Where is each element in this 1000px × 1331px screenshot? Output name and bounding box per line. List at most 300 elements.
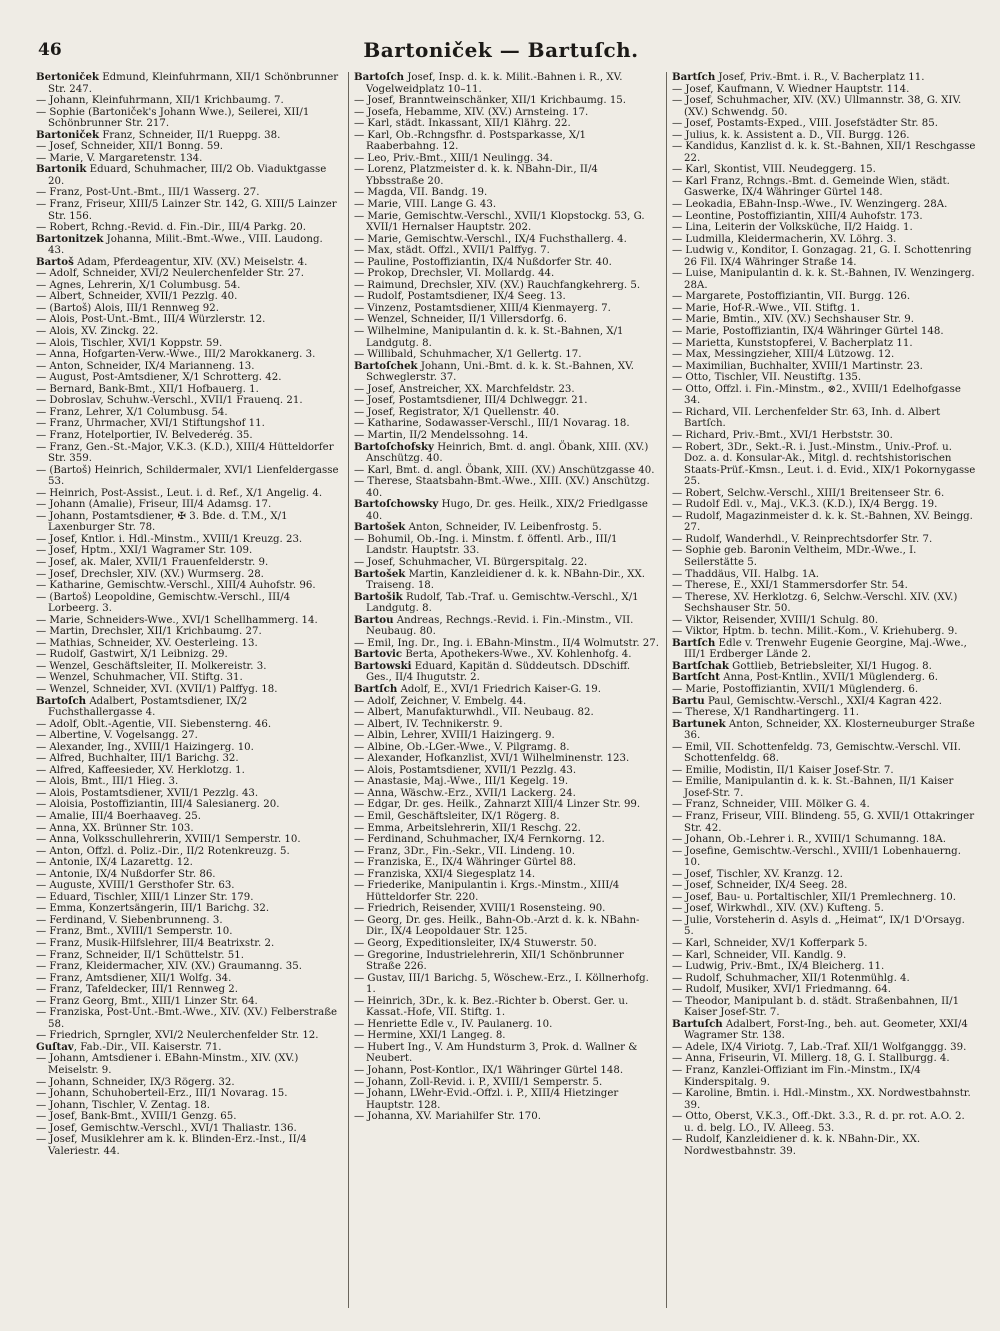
entry-text: — Alois, XV. Zinckg. 22. [36,326,159,338]
directory-entry [354,499,659,522]
directory-entry [354,187,659,199]
entry-text: Anton, Schneider, XX. Klosterneuburger Straße 36. [684,718,975,742]
entry-text: — Marietta, Kunststopferei, V. Bacherplatz 11. [672,337,913,349]
entry-text: — Antonie, IX/4 Lazarettg. 12. [36,857,193,869]
directory-entry [36,765,341,777]
directory-entry [354,996,659,1019]
directory-entry [354,280,659,292]
directory-entry [36,984,341,996]
directory-entry [354,130,659,153]
directory-entry [36,430,341,442]
entry-text: — Friedrich, Reisender, XVIII/1 Rosensteing. 90. [354,903,606,915]
directory-entry [354,684,659,696]
entry-text: — Hubert Ing., V. Am Hundsturm 3, Prok. d. Wallner & Neubert. [354,1041,638,1065]
entry-text: — Prokop, Drechsler, VI. Mollardg. 44. [354,268,555,280]
entry-text: — Josef, Anstreicher, XX. Marchfeldstr. 23. [354,383,575,395]
directory-entry [354,418,659,430]
directory-entry [36,938,341,950]
entry-text: — Marie, Postoffiziantin, XVII/1 Müglenderg. 6. [672,683,919,695]
directory-entry [672,915,977,938]
directory-entry [354,950,659,973]
entry-text: — Franz, Lehrer, X/1 Columbusg. 54. [36,406,228,418]
directory-entry [672,799,977,811]
entry-text: — Bohumil, Ob.-Ing. i. Minstm. f. öffentl. Arb., III/1 Landstr. Hauptstr. 33. [354,533,618,557]
directory-entry [36,465,341,488]
entry-text: — Marie, V. Margaretenstr. 134. [36,152,203,164]
entry-text: — Wenzel, Schneider, XVI. (XVII/1) Palffyg. 18. [36,683,278,695]
entry-text: — Leontine, Postoffiziantin, XIII/4 Auhofstr. 173. [672,210,923,222]
entry-text: Anna, Post-Kntlin., XVII/1 Müglenderg. 6. [719,672,938,684]
entry-text: — Willibald, Schuhmacher, X/1 Gellertg. 17. [354,349,582,361]
directory-entry [36,950,341,962]
surname-heading: Bartoſch [354,72,405,83]
directory-entry [672,245,977,268]
entry-text: — Emilie, Manipulantin d. k. k. St.-Bahnen, II/1 Kaiser Josef-Str. 7. [672,776,954,799]
entry-text: — Josef, Kntlor. i. Hdl.-Minstm., XVIII/1 Kreuzg. 23. [36,533,303,545]
entry-text: — Franz, Schneider, VIII. Mölker G. 4. [672,799,870,811]
column-rule [666,72,667,1308]
entry-text: Heinrich, Bmt. d. angl. Öbank, XIII. (XV.) Anschützg. 40. [366,441,649,465]
entry-text: — Gregorine, Industrielehrerin, XII/1 Schönbrunner Straße 226. [354,949,624,973]
directory-entry [36,361,341,373]
directory-entry [354,880,659,903]
entry-text: — Marie, Gemischtw.-Verschl., XVII/1 Klopstockg. 53, G. XVII/1 Hernalser Hauptstr. 202. [354,210,645,234]
entry-text: — Karl, Schneider, XV/1 Kofferpark 5. [672,938,868,950]
directory-entry [36,338,341,350]
directory-entry [36,280,341,292]
directory-entry [672,592,977,615]
surname-heading: Bartſcht [672,671,720,684]
directory-entry [354,257,659,269]
directory-entry [36,626,341,638]
directory-entry [36,1100,341,1112]
entry-text: — Alois, Bmt., III/1 Hieg. 3. [36,776,179,788]
entry-text: — Emma, Konzertsängerin, III/1 Barichg. 32. [36,903,270,915]
directory-entry [354,465,659,477]
surname-heading: Bartoniček [36,128,100,141]
entry-text: — Katharine, Sodawasser-Verschl., III/1 Novarag. 18. [354,418,630,430]
entry-text: Paul, Gemischtw.-Verschl., XXI/4 Kagran 422. [704,695,942,707]
directory-entry [672,234,977,246]
directory-entry [354,730,659,742]
entry-text: Josef, Priv.-Bmt. i. R., V. Bacherplatz 11. [715,72,925,83]
directory-entry [672,176,977,199]
entry-text: — Johann, Zoll-Revid. i. P., XVIII/1 Semperstr. 5. [354,1076,603,1088]
directory-entry [36,892,341,904]
entry-text: — Katharine, Gemischtw.-Verschl., XIII/4 Auhofstr. 96. [36,580,316,592]
directory-entry [36,1088,341,1100]
surname-heading: Bartſch [672,636,716,649]
surname-heading: Bartoſchofsky [354,440,434,453]
directory-entry [672,638,977,661]
surname-heading: Bartſch [354,682,398,695]
directory-entry [672,950,977,962]
entry-text: — Josef, Hptm., XXI/1 Wagramer Str. 109. [36,545,253,557]
entry-text: — Leokadia, EBahn-Insp.-Wwe., IV. Wenzingerg. 28A. [672,199,948,211]
directory-entry [36,742,341,754]
directory-entry [36,788,341,800]
directory-entry [672,765,977,777]
entry-text: — Martin, Drechsler, XII/1 Krichbaumg. 27. [36,626,262,638]
entry-text: — Josef, Drechsler, XIV. (XV.) Wurmserg. 28. [36,568,264,580]
directory-entry [354,823,659,835]
directory-entry [672,268,977,291]
directory-entry [36,811,341,823]
surname-heading: Guſtav [36,1040,74,1053]
entry-text: — Therese, XV. Herklotzg. 6, Selchw.-Verschl. XIV. (XV.) Sechshauser Str. 50. [672,591,958,615]
directory-entry [36,141,341,153]
directory-entry [672,834,977,846]
entry-text: — Maximilian, Buchhalter, XVIII/1 Martinstr. 23. [672,360,923,372]
directory-entry [354,765,659,777]
entry-text: — Amalie, III/4 Boerhaaveg. 25. [36,811,201,822]
entry-text: — Ludmilla, Kleidermacherin, XV. Löhrg. 3. [672,233,897,245]
directory-entry [672,811,977,834]
entry-text: — Emilie, Modistin, II/1 Kaiser Josef-Str. 7. [672,764,894,776]
entry-text: — (Bartoš) Heinrich, Schildermaler, XVI/1 Lienfeldergasse 53. [36,464,339,488]
directory-entry [672,742,977,765]
directory-entry [672,534,977,546]
entry-text: — Josef, Bank-Bmt., XVIII/1 Genzg. 65. [36,1111,237,1123]
directory-entry [354,1111,659,1123]
directory-entry [36,1030,341,1042]
directory-entry [672,222,977,234]
directory-entry [36,534,341,546]
entry-text: Johann, Uni.-Bmt. d. k. k. St.-Bahnen, XV. Schweglerstr. 37. [366,360,634,384]
directory-entry [354,973,659,996]
directory-entry [36,1134,341,1157]
entry-text: — Heinrich, 3Dr., k. k. Bez.-Richter b. Oberst. Ger. u. Kassat.-Hofe, VII. Stiftg. 1. [354,995,629,1019]
entry-text: — Emil, Ing. Dr., Ing. i. EBahn-Minstm., II/4 Wolmutstr. 27. [354,637,659,649]
entry-text: — Edgar, Dr. ges. Heilk., Zahnarzt XIII/4 Linzer Str. 99. [354,799,641,811]
directory-entry [354,696,659,708]
entry-text: — Agnes, Lehrerin, X/1 Columbusg. 54. [36,279,241,291]
directory-entry [672,880,977,892]
surname-heading: Bartoſchowsky [354,498,439,511]
directory-entry [354,476,659,499]
directory-entry [354,569,659,592]
entry-text: — Adele, IX/4 Viriotg. 7, Lab.-Traf. XII/1 Wolfganggg. 39. [672,1041,967,1053]
entry-text: — Franz, Uhrmacher, XVI/1 Stiftungshof 11. [36,418,265,430]
directory-entry [36,314,341,326]
surname-heading: Bartoš [36,255,74,268]
directory-entry [36,372,341,384]
directory-entry [36,823,341,835]
directory-entry [354,72,659,95]
entry-text: — Marie, Postoffiziantin, IX/4 Währinger Gürtel 148. [672,326,944,338]
directory-entry [36,880,341,892]
entry-text: — Margarete, Postoffiziantin, VII. Burgg. 126. [672,291,911,303]
entry-text: — Josef, Tischler, XV. Kranzg. 12. [672,868,843,880]
directory-entry [36,696,341,719]
entry-text: — Richard, Priv.-Bmt., XVI/1 Herbststr. 30. [672,429,893,441]
directory-entry [354,661,659,684]
entry-text: — Johann, Postamtsdiener, ✠ 3. Bde. d. T.M., X/1 Laxenburger Str. 78. [36,510,288,534]
directory-entry [354,211,659,234]
directory-entry [672,384,977,407]
entry-text: — Kandidus, Kanzlist d. k. k. St.-Bahnen, XII/1 Reschgasse 22. [672,141,976,164]
directory-entry [672,84,977,96]
entry-text: — Franz, Hotelportier, IV. Belvederég. 35. [36,429,253,441]
directory-entry [36,107,341,130]
directory-entry [672,326,977,338]
directory-entry [672,291,977,303]
directory-entry [354,326,659,349]
directory-entry [36,557,341,569]
directory-entry [672,338,977,350]
entry-text: — Franz, Kleidermacher, XIV. (XV.) Graumanng. 35. [36,961,302,973]
directory-entry [36,661,341,673]
entry-text: , Fab.-Dir., VII. Kaiserstr. 71. [73,1041,222,1053]
entry-text: Andreas, Rechngs.-Revid. i. Fin.-Minstm., VII. Neubaug. 80. [366,614,634,638]
directory-entry [672,684,977,696]
entry-text: — Therese, Staatsbahn-Bmt.-Wwe., XIII. (XV.) Anschützg. 40. [354,476,650,499]
entry-text: — Johann (Amalie), Friseur, III/4 Adamsg. 17. [36,499,272,511]
directory-entry [672,696,977,708]
directory-entry [354,118,659,130]
directory-entry [354,291,659,303]
entry-text: Adam, Pferdeagentur, XIV. (XV.) Meiselstr. 4. [73,256,308,268]
column-3 [672,72,977,1308]
directory-entry [36,349,341,361]
entry-text: — Hermine, XXI/1 Langeg. 8. [354,1030,506,1042]
entry-text: — Franz, Bmt., XVIII/1 Semperstr. 10. [36,926,233,938]
entry-text: — Josef, Wirkwhdl., XIV. (XV.) Kufteng. 5. [672,903,884,915]
entry-text: — Emil, Geschäftsleiter, IX/1 Rögerg. 8. [354,811,560,822]
directory-entry [672,903,977,915]
directory-entry [354,846,659,858]
directory-entry [36,130,341,142]
directory-entry [672,719,977,742]
surname-heading: Bartošek [354,521,406,534]
directory-entry [672,1042,977,1054]
directory-entry [354,811,659,823]
entry-text: — Franz Georg, Bmt., XIII/1 Linzer Str. 64. [36,995,258,1007]
entry-text: — Franz, Friseur, XIII/5 Lainzer Str. 142, G. XIII/5 Lainzer Str. 156. [36,199,337,222]
entry-text: — Julius, k. k. Assistent a. D., VII. Burgg. 126. [672,129,910,141]
directory-entry [354,707,659,719]
entry-text: — Josef, Schuhmacher, XIV. (XV.) Ullmannstr. 38, G. XIV. (XV.) Schwendg. 50. [672,95,962,118]
entry-text: — Max, Messingzieher, XIII/4 Lützowg. 12. [672,349,895,361]
directory-entry [36,672,341,684]
entry-text: — Otto, Tischler, VII. Neustiftg. 135. [672,372,862,384]
directory-entry [672,776,977,799]
entry-text: — Josef, Postamts-Exped., VIII. Josefstädter Str. 85. [672,118,938,130]
entry-text: — Josef, Branntweinschänker, XII/1 Krichbaumg. 15. [354,95,627,107]
directory-entry [672,580,977,592]
entry-text: — Richard, VII. Lerchenfelder Str. 63, Inh. d. Albert Bartſch. [672,406,941,430]
directory-entry [354,915,659,938]
directory-entry [36,915,341,927]
surname-heading: Bartošik [354,590,403,603]
directory-entry [354,107,659,119]
entry-text: — Robert, Rchng.-Revid. d. Fin.-Dir., III/4 Parkg. 20. [36,222,307,234]
entry-text: — Franz, Kanzlei-Offiziant im Fin.-Minstm., IX/4 Kinderspitalg. 9. [672,1065,921,1088]
entry-text: — Alfred, Kaffeesieder, XV. Herklotzg. 1. [36,764,245,776]
entry-text: Anton, Schneider, IV. Leibenfrostg. 5. [405,522,602,534]
directory-entry [36,1042,341,1054]
directory-entry [36,199,341,222]
directory-entry [672,1053,977,1065]
directory-entry [36,511,341,534]
column-rule [348,72,349,1308]
entry-text: — Georg, Dr. ges. Heilk., Bahn-Ob.-Arzt d. k. k. NBahn-Dir., IX/4 Leopoldauer Str. 125. [354,914,640,938]
directory-entry [354,234,659,246]
directory-entry [354,1019,659,1031]
surname-heading: Bartonik [36,163,87,176]
column-1 [36,72,341,1308]
entry-text: — Josef, Bau- u. Portaltischler, XII/1 Premlechnerg. 10. [672,891,956,903]
directory-entry [36,615,341,627]
entry-text: — Anton, Schneider, IX/4 Mariannen​g. 13. [36,360,255,372]
directory-entry [672,846,977,869]
directory-entry [36,1123,341,1135]
directory-entry [354,753,659,765]
surname-heading: Bartovic [354,648,403,661]
directory-entry [672,72,977,84]
entry-text: — Josef, Schuhmacher, VI. Bürgerspitalg. 22. [354,556,588,568]
directory-entry [36,545,341,557]
directory-entry [354,938,659,950]
entry-text: — Robert, 3Dr., Sekt.-R. i. Just.-Minstm., Univ.-Prof. u. Doz. a. d. Konsular-Ak., Mitgl. d. rechtshistorischen Staats-Prüf.-Kmsn., Leut. i. d. Evid., XIX/1 Pokornygasse 25. [672,441,976,488]
entry-text: — Johann, Post-Kontlor., IX/1 Währinger Gürtel 148. [354,1065,624,1077]
columns [36,72,978,1308]
entry-text: Franz, Schneider, II/1 Rueppg. 38. [99,129,281,141]
entry-text: — Adolf, Oblt.-Agentie, VII. Siebensterng. 46. [36,718,272,730]
entry-text: — Josef, Postamtsdiener, III/4 Dchlweggr. 21. [354,395,588,407]
entry-text: — Lorenz, Platzmeister d. k. k. NBahn-Dir., II/4 Ybbsstraße 20. [354,164,598,187]
entry-text: — Johann, Kleinfuhrmann, XII/1 Krichbaumg. 7. [36,95,284,107]
directory-entry [672,511,977,534]
directory-entry [36,869,341,881]
directory-entry [354,245,659,257]
directory-entry [36,799,341,811]
directory-entry [36,187,341,199]
entry-text: — Franz, Amtsdiener, XII/1 Wolfg. 34. [36,972,232,984]
page-title: Bartoniček — Bartuſch. [363,38,639,62]
directory-entry [36,418,341,430]
entry-text: — Rudolf Edl. v., Maj., V.K.3. (K.D.), IX/4 Bergg. 19. [672,499,938,511]
entry-text: — Alois, Postamtsdiener, XVII/1 Pezzlg. 43. [354,764,577,776]
surname-heading: Bartoſchek [354,359,418,372]
entry-text: — Johann, LWehr-Evid.-Offzl. i. P., XIII/4 Hietzinger Hauptstr. 128. [354,1088,619,1111]
entry-text: — Karl, städt. Inkassant, XII/1 Klährg. 22. [354,118,571,130]
surname-heading: Bartoſch [36,694,87,707]
directory-entry [354,719,659,731]
entry-text: — Anastasie, Maj.-Wwe., III/1 Kegelg. 19. [354,776,569,788]
entry-text: — Rudolf, Schuhmacher, XII/1 Rotenmühlg. 4. [672,972,910,984]
entry-text: — Rudolf, Kanzleidiener d. k. k. NBahn-Dir., XX. Nordwestbahnstr. 39. [672,1134,921,1157]
entry-text: Hugo, Dr. ges. Heilk., XIX/2 Friedlgasse 40. [366,499,648,522]
surname-heading: Bartuſch [672,1017,723,1030]
directory-entry [672,545,977,568]
directory-entry [354,153,659,165]
directory-entry [672,892,977,904]
entry-text: — Marie, Gemischtw.-Verschl., IX/4 Fuchsthallerg. 4. [354,233,627,245]
directory-entry [354,1088,659,1111]
entry-text: — Alois, Postamtsdiener, XVII/1 Pezzlg. 43. [36,787,259,799]
entry-text: — Ludwig v., Konditor, I. Gonzagag. 21, G. I. Schottenring 26 Fil. IX/4 Währinger Straße 14. [672,245,972,268]
directory-entry [354,164,659,187]
entry-text: — Magda, VII. Bandg. 19. [354,187,488,199]
entry-text: — Karl, Schneider, VII. Kandlg. 9. [672,949,847,961]
directory-entry [354,384,659,396]
directory-entry [354,869,659,881]
directory-entry [672,199,977,211]
directory-entry [672,1134,977,1157]
entry-text: — August, Post-Amtsdiener, X/1 Schrotterg. 42. [36,372,282,384]
directory-entry [36,846,341,858]
directory-entry [672,361,977,373]
entry-text: — Therese, X/1 Randhartingerg. 11. [672,707,859,719]
directory-entry [672,569,977,581]
entry-text: — Franz, 3Dr., Fin.-Sekr., VII. Lindeng. 10. [354,845,575,857]
entry-text: — Marie, Hof-R.-Wwe., VII. Stiftg. 1. [672,302,860,314]
entry-text: — Josef, Schneider, IX/4 Seeg. 28. [672,880,848,892]
entry-text: — Marie, Bmtin., XIV. (XV.) Sechshauser Str. 9. [672,314,915,326]
directory-entry [36,384,341,396]
directory-entry [672,938,977,950]
entry-text: Adalbert, Forst-Ing., beh. aut. Geometer, XXI/4 Wagramer Str. 138. [684,1018,968,1042]
entry-text: — Josef, Kaufmann, V. Wiedner Hauptstr. 114. [672,83,910,95]
entry-text: — Robert, Selchw.-Verschl., XIII/1 Breitenseer Str. 6. [672,487,945,499]
directory-entry [36,903,341,915]
directory-entry [672,672,977,684]
entry-text: — Rudolf, Magazinmeister d. k. k. St.-Bahnen, XV. Beingg. 27. [672,510,973,534]
entry-text: — Leo, Priv.-Bmt., XIII/1 Neulingg. 34. [354,152,553,164]
directory-entry [672,869,977,881]
directory-entry [36,834,341,846]
directory-entry [36,638,341,650]
entry-text: — Franz, Schneider, II/1 Schüttelstr. 51. [36,949,244,961]
directory-entry [672,488,977,500]
directory-entry [36,1053,341,1076]
entry-text: — Dobroslav, Schuhw.-Verschl., XVII/1 Frauenq. 21. [36,395,303,407]
directory-entry [36,257,341,269]
surname-heading: Bartowski [354,659,412,672]
entry-text: — Bernard, Bank-Bmt., XII/1 Hofbauerg. 1. [36,383,259,395]
entry-text: — Wilhelmine, Manipulantin d. k. k. St.-Bahnen, X/1 Landgutg. 8. [354,326,624,349]
entry-text: — Luise, Manipulantin d. k. k. St.-Bahnen, IV. Wenzingerg. 28A. [672,268,975,291]
entry-text: — Aloisia, Postoffiziantin, III/4 Salesianerg. 20. [36,799,280,811]
entry-text: — Anna, Volksschullehrerin, XVIII/1 Semperstr. 10. [36,834,301,846]
entry-text: — Alois, Post-Unt.-Bmt., III/4 Würzlerstr. 12. [36,314,266,326]
directory-entry [354,1042,659,1065]
entry-text: — Karoline, Bmtin. i. Hdl.-Minstm., XX. Nordwestbahnstr. 39. [672,1088,971,1111]
entry-text: Eduard, Schuhmacher, III/2 Ob. Viaduktgasse 20. [48,164,327,187]
directory-entry [672,1111,977,1134]
directory-entry [672,118,977,130]
directory-entry [354,395,659,407]
entry-text: — Johann, Schuhoberteil-Erz., III/1 Novarag. 15. [36,1088,288,1100]
entry-text: — Johanna, XV. Mariahilfer Str. 170. [354,1111,541,1123]
entry-text: Johanna, Milit.-Bmt.-Wwe., VIII. Laudong. 43. [48,233,323,257]
directory-entry [36,569,341,581]
directory-entry [354,799,659,811]
directory-entry [36,1007,341,1030]
directory-entry [672,1065,977,1088]
directory-entry [354,361,659,384]
entry-text: — Josef, Schneider, XII/1 Bonng. 59. [36,141,224,153]
directory-entry [672,141,977,164]
entry-text: — Therese, E., XXI/1 Stammersdorfer Str. 54. [672,580,908,592]
entry-text: — Viktor, Hptm. b. techn. Milit.-Kom., V. Kriehuberg. 9. [672,626,958,638]
entry-text: — Josefa, Hebamme, XIV. (XV.) Arnsteing. 17. [354,106,589,118]
directory-entry [672,1019,977,1042]
entry-text: — Albert, Schneider, XVII/1 Pezzlg. 40. [36,291,238,303]
directory-entry [672,349,977,361]
entry-text: — Otto, Offzl. i. Fin.-Minstm., ⊗2., XVIII/1 Edelhofgasse 34. [672,383,961,407]
